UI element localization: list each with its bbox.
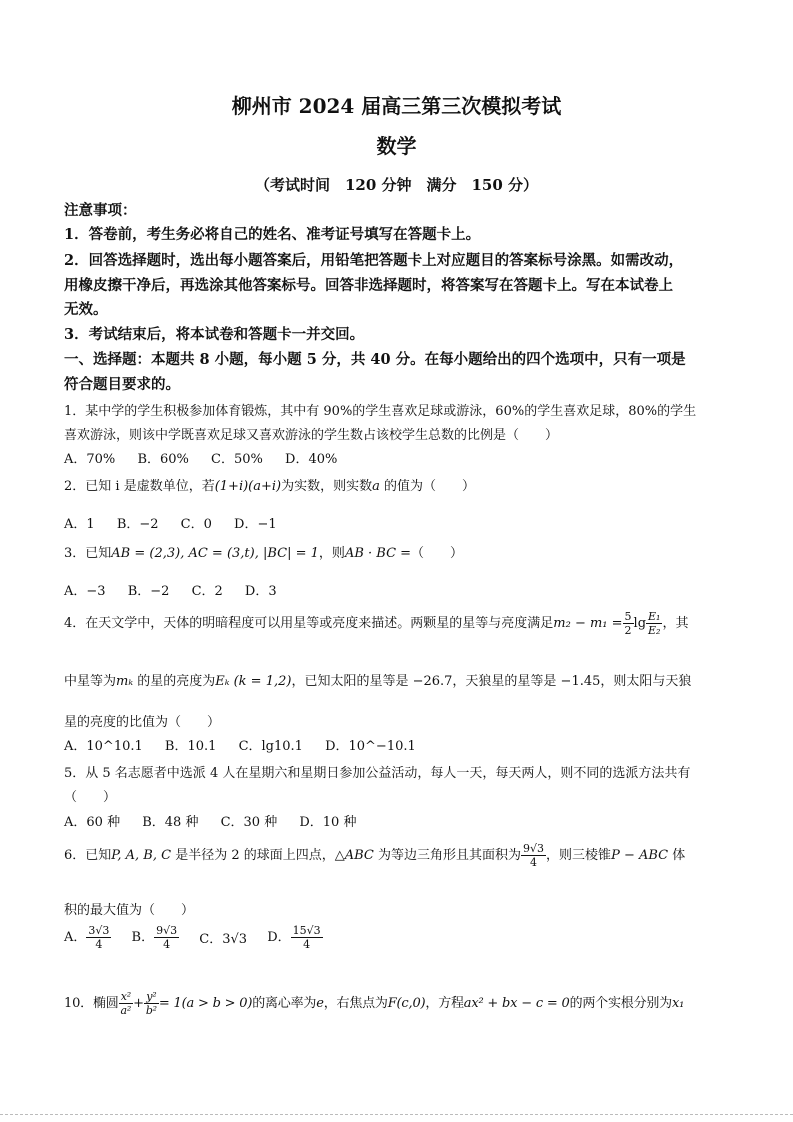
q10-prefix: 10．椭圆 [64, 996, 119, 1011]
q2-option-d: D．−1 [234, 517, 277, 532]
q10-mid2: ，右焦点为 [323, 996, 388, 1011]
q4-line2 [64, 670, 691, 689]
note-3: 3．考试结束后，将本试卷和答题卡一并交回。 [64, 326, 365, 343]
q1-option-c: C．50% [211, 452, 263, 467]
q4-formula-left: m₂ − m₁ = [553, 616, 623, 631]
q5-option-a: A．60 种 [64, 815, 121, 830]
q4-line2-expr: Eₖ (k = 1,2) [215, 674, 292, 689]
q6-area-frac [521, 842, 546, 869]
q1-line2: 喜欢游泳，则该中学既喜欢足球又喜欢游泳的学生数占该校学生总数的比例是（ ） [64, 428, 559, 443]
q2-suffix: 为实数，则实数 [281, 479, 373, 494]
q4-frac-bot: 2 [624, 624, 632, 637]
q3-option-d: D．3 [244, 584, 277, 599]
q2-prefix: 2．已知 i 是虚数单位，若 [64, 479, 215, 494]
q2-stem [64, 475, 475, 494]
note-2-line1: 2．回答选择题时，选出每小题答案后，用铅笔把答题卡上对应题目的答案标号涂黑。如需改动， [64, 252, 684, 269]
q6-option-b [132, 924, 180, 951]
q3-option-a: A．−3 [64, 584, 106, 599]
q6-option-a-label: A． [64, 930, 87, 945]
q5-line1: 5．从 5 名志愿者中选派 4 人在星期六和星期日参加公益活动，每人一天，每天两人，则不同的选派方法共有 [64, 766, 691, 781]
q1-options [64, 448, 355, 467]
q4-formula-right: lg [633, 616, 647, 631]
q5-option-d: D．10 种 [299, 815, 357, 830]
q6-end: 体 [668, 848, 686, 863]
q3-stem [64, 542, 463, 561]
q3-prefix: 3．已知 [64, 546, 112, 561]
q6-area-top: 9√3 [523, 842, 545, 855]
q6-option-b-frac [154, 924, 179, 951]
q2-end: 的值为（ ） [379, 479, 476, 494]
note-2-line2: 用橡皮擦干净后，再选涂其他答案标号。回答非选择题时，将答案写在答题卡上。写在本试卷上 [64, 277, 673, 294]
exam-info: （考试时间 120 分钟 满分 150 分） [254, 176, 539, 194]
q3-options [64, 580, 295, 599]
q10-equation: ax² + bx − c = 0 [463, 996, 570, 1011]
q4-frac-e [646, 610, 662, 637]
q6-pyramid: P − ABC [611, 848, 669, 863]
q3-end: （ ） [411, 546, 464, 561]
q1-option-b: B．60% [137, 452, 189, 467]
q4-line2-b: 的星的亮度为 [133, 674, 216, 689]
q6-option-d-label: D． [267, 930, 291, 945]
q2-var: a [372, 479, 380, 494]
subject-title: 数学 [376, 134, 417, 158]
q6-option-c-label: C． [199, 932, 223, 947]
q6-option-c [199, 928, 247, 947]
q2-option-b: B．−2 [116, 517, 159, 532]
q5-line2: （ ） [64, 790, 117, 805]
q6-option-a-top: 3√3 [88, 924, 110, 937]
q5-options [64, 811, 374, 830]
q4-line2-var: mₖ [116, 674, 134, 689]
q2-option-a: A．1 [64, 517, 95, 532]
q10-plus: + [133, 996, 144, 1011]
q4-option-c: C．lg10.1 [238, 739, 303, 754]
q10-f2-top: y² [144, 990, 159, 1004]
q10-x1: x₁ [671, 996, 685, 1011]
q6-option-a-bot: 4 [95, 938, 103, 951]
q6-option-a [64, 924, 111, 951]
section-1-line2: 符合题目要求的。 [64, 376, 180, 393]
q4-option-b: B．10.1 [164, 739, 217, 754]
q4-frac2-top: E₁ [648, 610, 661, 623]
q6-prefix: 6．已知 [64, 848, 112, 863]
q4-line1 [64, 610, 689, 637]
q10-mid3: ，方程 [425, 996, 464, 1011]
q4-line1-prefix: 4．在天文学中，天体的明暗程度可以用星等或亮度来描述。两颗星的星等与亮度满足 [64, 616, 554, 631]
q4-options [64, 735, 434, 754]
q6-option-b-top: 9√3 [156, 924, 178, 937]
q6-option-d [267, 924, 322, 951]
q6-triangle: △ABC [334, 848, 374, 863]
q3-option-c: C．2 [191, 584, 223, 599]
q5-option-c: C．30 种 [220, 815, 278, 830]
q10-eq: = 1(a > b > 0) [158, 996, 253, 1011]
note-2-line3: 无效。 [64, 301, 108, 318]
q4-frac-5-2 [623, 610, 634, 637]
q10-focus: F(c,0) [387, 996, 426, 1011]
q6-mid3: ，则三棱锥 [546, 848, 612, 863]
q3-option-b: B．−2 [127, 584, 170, 599]
q6-options [64, 924, 323, 951]
q5-option-b: B．48 种 [142, 815, 199, 830]
notes-heading: 注意事项： [64, 202, 137, 219]
q1-option-a: A．70% [64, 452, 116, 467]
q2-expr: (1+i)(a+i) [214, 479, 282, 494]
q3-expr: AB = (2,3), AC = (3,t), |BC| = 1 [111, 546, 319, 561]
q10-frac-y [144, 990, 159, 1017]
q1-option-d: D．40% [285, 452, 338, 467]
q6-line1 [64, 842, 685, 869]
q6-mid2: 为等边三角形且其面积为 [373, 848, 522, 863]
q2-option-c: C．0 [180, 517, 212, 532]
q6-mid1: 是半径为 2 的球面上四点， [171, 848, 335, 863]
q4-line2-a: 中星等为 [64, 674, 117, 689]
q10-line1 [64, 990, 684, 1017]
q3-expr2: AB · BC = [344, 546, 412, 561]
q6-option-d-top: 15√3 [292, 924, 321, 937]
q6-line2: 积的最大值为（ ） [64, 903, 195, 918]
exam-title: 柳州市 2024 届高三第三次模拟考试 [231, 94, 562, 118]
section-1-line1: 一、选择题：本题共 8 小题，每小题 5 分，共 40 分。在每小题给出的四个选项中，只有一项是 [64, 351, 686, 368]
q4-line2-c: ，已知太阳的星等是 −26.7，天狼星的星等是 −1.45，则太阳与天狼 [291, 674, 692, 689]
q6-option-b-label: B． [131, 930, 155, 945]
q1-line1: 1．某中学的学生积极参加体育锻炼，其中有 90%的学生喜欢足球或游泳，60%的学生喜欢足球，80%的学生 [64, 404, 697, 419]
q3-mid: ，则 [318, 546, 345, 561]
q10-end: 的两个实根分别为 [569, 996, 672, 1011]
q4-line3: 星的亮度的比值为（ ） [64, 715, 221, 730]
q4-option-d: D．10^−10.1 [325, 739, 416, 754]
q4-line1-end: ，其 [662, 616, 689, 631]
q4-frac2-bot: E₂ [648, 624, 661, 637]
q6-option-d-bot: 4 [303, 938, 311, 951]
q6-option-c-value: 3√3 [222, 932, 248, 947]
q4-frac-top: 5 [624, 610, 632, 623]
page-bottom-rule [0, 1114, 793, 1115]
q10-f2-bot: b² [145, 1004, 157, 1017]
q4-option-a: A．10^10.1 [64, 739, 143, 754]
q2-options [64, 513, 295, 532]
q10-f1-bot: a² [120, 1004, 132, 1017]
q10-e: e [316, 996, 324, 1011]
q6-option-b-bot: 4 [163, 938, 171, 951]
q10-f1-top: x² [119, 990, 134, 1004]
q6-option-a-frac [86, 924, 111, 951]
q10-mid1: 的离心率为 [252, 996, 317, 1011]
q10-frac-x [119, 990, 134, 1017]
q6-option-d-frac [291, 924, 323, 951]
q6-area-bot: 4 [530, 856, 538, 869]
note-1: 1．答卷前，考生务必将自己的姓名、准考证号填写在答题卡上。 [64, 226, 481, 243]
q6-points: P, A, B, C [111, 848, 172, 863]
